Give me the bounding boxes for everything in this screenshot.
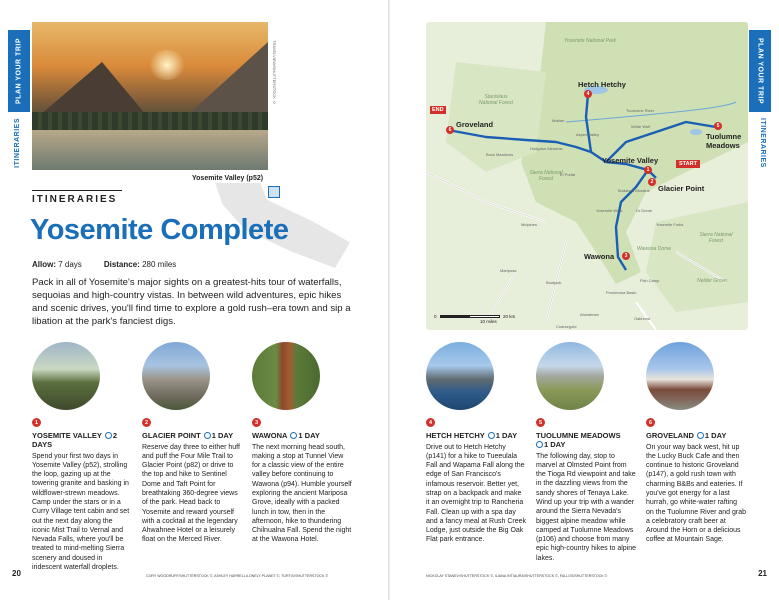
clock-icon	[488, 432, 495, 439]
page-number-left: 20	[12, 569, 21, 578]
map-pin-2: 2	[648, 178, 656, 186]
intro-text: Pack in all of Yosemite's major sights on a greatest-hits tour of waterfalls, sequoias and high-country vistas. In between wild adventures, epic hikes and scenic drives, you'll find time to explore a gold rush–era town and sip a libation at the park's fanciest digs.	[32, 277, 351, 327]
map-label-wawona: Wawona	[584, 252, 615, 261]
hero-credit: TRAVELVIEW/SHUTTERSTOCK ©	[272, 40, 277, 106]
side-tab-left: PLAN YOUR TRIP	[8, 30, 30, 112]
stop-glacier-point: 2 GLACIER POINT 1 DAY Reserve day three to either huff and puff the Four Mile Trail to Glacier Point (p82) or drive to the top and hike to Sentinel Dome and Taft Point for breathtaking 360-degree views of the park. Head back to Yosemite and reward yourself with a cocktail at the legendary Ahwahnee Hotel or a leisurely float on the Merced River.	[142, 342, 242, 545]
side-subtab-right: ITINERARIES	[759, 118, 766, 168]
clock-icon	[536, 441, 543, 448]
hero-photo-yosemite-valley	[32, 22, 268, 170]
map-label-glacier-point: Glacier Point	[658, 184, 705, 193]
stop-wawona: 3 WAWONA 1 DAY The next morning head south, making a stop at Tunnel View for a classic view of the entire valley before continuing to Wawona (p94). Humble yourself exploring the ancient Mariposa Grove, ideally with a packed lunch in tow, then in the afternoon, hike to thundering Chilnualna Fall. Spend the night at the Wawona Hotel.	[252, 342, 352, 545]
map-pin-3: 3	[622, 252, 630, 260]
route-map: Yosemite National Park Stanislaus National Forest Sierra National Forest Sierra National Forest Wawona Dome Nelder Grove Mather Tuolumne River White Wolf Aspen Valley Hodgdon Meadow El Portal Midpines Yosemite West Bridalveil Moraine Fish Camp Mariposa Bootjack Ahwahnee Coarsegold Oakhurst Ponderosa Basin Buck Meadows Yosemite Forks Dr Dome END 6 Groveland 4 Hetch Hetchy 5 Tuolumne Meadows Yosemite Valley START 1 2 Glacier Point 3 Wawona 0 20 km 10 miles	[426, 22, 748, 330]
route-end-marker: END	[432, 107, 444, 113]
map-label-tuolumne: Tuolumne Meadows	[706, 132, 742, 150]
side-subtab-left: ITINERARIES	[14, 118, 21, 168]
route-start-marker: START	[676, 160, 700, 168]
photo-credits-right: NICKOLAY STANEV/SHUTTERSTOCK ©, ILIANA INTIAURA/SHUTTERSTOCK ©, FALLOS/SHUTTERSTOCK ©	[426, 574, 608, 578]
clock-icon	[204, 432, 211, 439]
photo-credits-left: CORY WOODRUFF/SHUTTERSTOCK ©, ASHLEY HARRELL/LONELY PLANET ©, TURTIX/SHUTTERSTOCK ©	[146, 574, 329, 578]
clock-icon	[290, 432, 297, 439]
trip-meta: Allow: 7 days Distance: 280 miles	[32, 260, 177, 269]
side-tab-right: PLAN YOUR TRIP	[749, 30, 771, 112]
right-page	[390, 0, 779, 600]
section-label: ITINERARIES	[32, 194, 118, 205]
clock-icon	[697, 432, 704, 439]
page-number-right: 21	[758, 569, 767, 578]
photo-hetch-hetchy	[426, 342, 494, 410]
photo-sequoia	[252, 342, 320, 410]
stop-hetch-hetchy: 4 HETCH HETCHY 1 DAY Drive out to Hetch Hetchy (p141) for a hike to Tueeulala Fall and Wapama Fall along the edge of San Francisco's infamous reservoir. Better yet, strap on a backpack and make it an overnight trip to Rancheria Fall. Clean up with a spa day and a fancy meal at Rush Creek Lodge, just outside the Big Oak Flat park entrance.	[426, 342, 526, 545]
locator-box	[268, 186, 280, 198]
clock-icon	[105, 432, 112, 439]
map-pin-1: 1	[644, 166, 652, 174]
page-title: Yosemite Complete	[30, 214, 289, 246]
photo-yosemite-valley-camp	[32, 342, 100, 410]
photo-groveland	[646, 342, 714, 410]
map-pin-5: 5	[714, 122, 722, 130]
stop-yosemite-valley: 1 YOSEMITE VALLEY 2 DAYS Spend your first two days in Yosemite Valley (p52), strolling the loop, gazing up at the towering granite and basking in wildflower-strewn meadows. Camp under the stars or in a Curry Village tent cabin and set out the next day along the iconic Mist Trail to Vernal and Nevada Falls, where you'll be treated to mind-melting Sierra scenery and doused in iridescent waterfall droplets.	[32, 342, 132, 572]
map-pin-4: 4	[584, 90, 592, 98]
left-page	[0, 0, 389, 600]
map-label-groveland: Groveland	[456, 120, 494, 129]
photo-tuolumne-meadows	[536, 342, 604, 410]
map-label-yosemite-valley: Yosemite Valley	[602, 156, 659, 165]
map-label-hetch-hetchy: Hetch Hetchy	[578, 80, 626, 89]
hero-caption: Yosemite Valley (p52)	[192, 175, 264, 182]
photo-half-dome	[142, 342, 210, 410]
map-scale: 0 20 km 10 miles	[434, 314, 516, 324]
stop-groveland: 6 GROVELAND 1 DAY On your way back west, hit up the Lucky Buck Cafe and then continue to historic Groveland (p147), a gold rush town with charming B&Bs and eateries. If you've got energy for a last hurrah, go white-water rafting on the Tuolumne River and grab a celebratory craft beer at Around the Horn or a delicious coffee at Mountain Sage.	[646, 342, 746, 545]
map-pin-6: 6	[446, 126, 454, 134]
stop-tuolumne-meadows: 5 TUOLUMNE MEADOWS 1 DAY The following day, stop to marvel at Olmsted Point from the Tioga Rd viewpoint and take in the dazzling views from the sandy shores of Tenaya Lake. Wind up your trip with a wander around the Sierra Nevada's biggest alpine meadow while camped at Tuolumne Meadows (p106) and choose from many epic high-country hikes to alpine lakes.	[536, 342, 636, 563]
